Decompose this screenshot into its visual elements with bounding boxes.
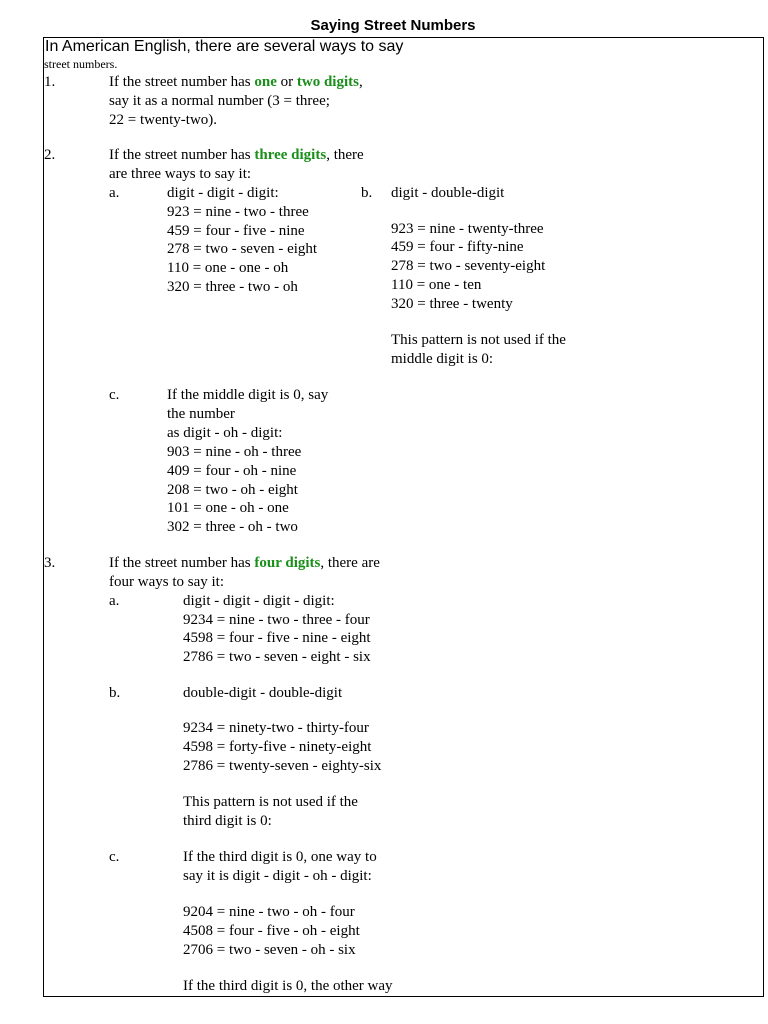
list-item: 459 = four - fifty-nine bbox=[391, 239, 524, 255]
list-item: 110 = one - ten bbox=[391, 277, 482, 293]
section-1-line-3: 22 = twenty-two). bbox=[109, 112, 218, 128]
section-3-a-letter: a. bbox=[109, 593, 120, 609]
list-item: 320 = three - two - oh bbox=[167, 279, 298, 295]
section-3-b-letter: b. bbox=[109, 685, 121, 701]
section-2-c-heading-2: the number bbox=[167, 406, 235, 422]
section-3-c-letter: c. bbox=[109, 849, 120, 865]
section-3-number: 3. bbox=[44, 555, 56, 571]
highlight-three-digits: three digits bbox=[254, 147, 327, 163]
list-item: 4508 = four - five - oh - eight bbox=[183, 923, 360, 939]
section-2-c-heading-3: as digit - oh - digit: bbox=[167, 425, 283, 441]
section-3-b-heading: double-digit - double-digit bbox=[183, 685, 343, 701]
section-3-c-heading-1: If the third digit is 0, one way to bbox=[183, 849, 377, 865]
list-item: 2786 = twenty-seven - eighty-six bbox=[183, 758, 382, 774]
section-3-b-note-2: third digit is 0: bbox=[183, 813, 272, 829]
section-3-line-2: four ways to say it: bbox=[109, 574, 224, 590]
list-item: 278 = two - seventy-eight bbox=[391, 258, 546, 274]
list-item: 409 = four - oh - nine bbox=[167, 463, 297, 479]
page-title: Saying Street Numbers bbox=[310, 17, 476, 34]
section-3-c-next: If the third digit is 0, the other way bbox=[183, 978, 393, 994]
list-item: 302 = three - oh - two bbox=[167, 519, 298, 535]
section-2-line-2: are three ways to say it: bbox=[109, 166, 252, 182]
list-item: 208 = two - oh - eight bbox=[167, 482, 298, 498]
section-2-b-letter: b. bbox=[361, 185, 373, 201]
section-3-line-1: If the street number has four digits, there are bbox=[109, 555, 380, 571]
highlight-two-digits: two digits bbox=[296, 74, 359, 90]
list-item: 9234 = ninety-two - thirty-four bbox=[183, 720, 369, 736]
list-item: 9234 = nine - two - three - four bbox=[183, 612, 370, 628]
list-item: 110 = one - one - oh bbox=[167, 260, 289, 276]
list-item: 4598 = four - five - nine - eight bbox=[183, 630, 371, 646]
section-2-c-heading-1: If the middle digit is 0, say bbox=[167, 387, 329, 403]
section-2-b-note-2: middle digit is 0: bbox=[391, 351, 494, 367]
list-item: 9204 = nine - two - oh - four bbox=[183, 904, 355, 920]
list-item: 278 = two - seven - eight bbox=[167, 241, 318, 257]
list-item: 459 = four - five - nine bbox=[167, 223, 305, 239]
section-2-c-letter: c. bbox=[109, 387, 120, 403]
list-item: 2706 = two - seven - oh - six bbox=[183, 942, 356, 958]
section-2-line-1: If the street number has three digits, there bbox=[109, 147, 364, 163]
list-item: 923 = nine - twenty-three bbox=[391, 221, 544, 237]
section-3-a-heading: digit - digit - digit - digit: bbox=[183, 593, 335, 609]
list-item: 903 = nine - oh - three bbox=[167, 444, 302, 460]
section-1-line-2: say it as a normal number (3 = three; bbox=[109, 93, 330, 109]
section-3-b-note-1: This pattern is not used if the bbox=[183, 794, 358, 810]
list-item: 320 = three - twenty bbox=[391, 296, 513, 312]
section-2-number: 2. bbox=[44, 147, 56, 163]
list-item: 101 = one - oh - one bbox=[167, 500, 289, 516]
section-2-b-heading: digit - double-digit bbox=[391, 185, 505, 201]
section-2-a-heading: digit - digit - digit: bbox=[167, 185, 279, 201]
intro-line-1: In American English, there are several ways to say bbox=[45, 38, 404, 55]
highlight-one: one bbox=[254, 74, 277, 90]
intro-line-2: street numbers. bbox=[44, 57, 118, 71]
section-2-b-note-1: This pattern is not used if the bbox=[391, 332, 566, 348]
list-item: 923 = nine - two - three bbox=[167, 204, 309, 220]
list-item: 4598 = forty-five - ninety-eight bbox=[183, 739, 372, 755]
highlight-four-digits: four digits bbox=[254, 555, 321, 571]
list-item: 2786 = two - seven - eight - six bbox=[183, 649, 371, 665]
section-2-a-letter: a. bbox=[109, 185, 120, 201]
section-1-line-1: If the street number has one or two digits, bbox=[109, 74, 363, 90]
section-3-c-heading-2: say it is digit - digit - oh - digit: bbox=[183, 868, 372, 884]
section-1-number: 1. bbox=[44, 74, 56, 90]
